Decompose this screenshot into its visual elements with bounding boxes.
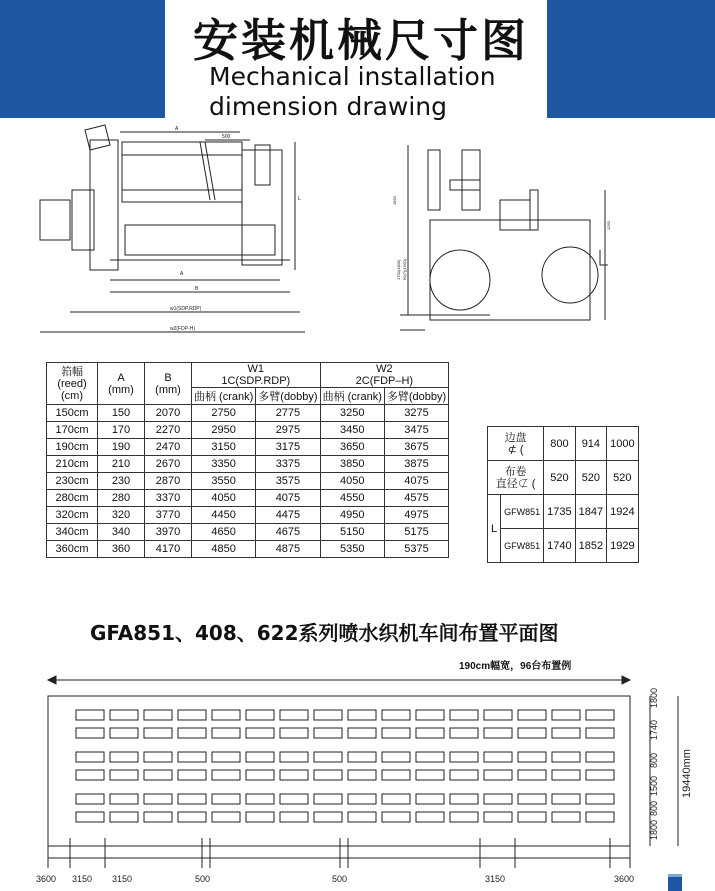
- loom-machine: [314, 728, 342, 738]
- loom-machine: [484, 812, 512, 822]
- title-en-line2: dimension drawing: [209, 92, 448, 121]
- table-row: [47, 490, 449, 507]
- edge-r4-c1: 1740: [544, 529, 575, 563]
- loom-machine: [144, 728, 172, 738]
- table-cell: 2470: [145, 439, 192, 456]
- table-cell: 3150: [192, 439, 256, 456]
- loom-machine: [348, 710, 376, 720]
- bottom-dim-7: 3600: [614, 874, 635, 884]
- loom-machine: [212, 752, 240, 762]
- bottom-dim-5: 500: [332, 874, 348, 884]
- loom-machine: [552, 752, 580, 762]
- loom-machine: [416, 794, 444, 804]
- loom-machine: [484, 770, 512, 780]
- bottom-dim-2: 3150: [72, 874, 93, 884]
- table-cell: 3770: [145, 507, 192, 524]
- loom-machine: [382, 752, 410, 762]
- hdr-w1: [192, 363, 321, 388]
- table-cell: 3450: [320, 422, 384, 439]
- table-cell: 4575: [384, 490, 448, 507]
- table-cell: 360: [98, 541, 145, 558]
- layout-subtitle: 190cm幅宽，96台布置例: [459, 661, 572, 672]
- hdr-a: [98, 363, 145, 405]
- loom-machine: [586, 770, 614, 780]
- loom-machine: [552, 710, 580, 720]
- table-cell: 4050: [320, 473, 384, 490]
- table-cell: 360cm: [47, 541, 98, 558]
- edge-r1-c2: 914: [575, 427, 606, 461]
- table-row: [47, 541, 449, 558]
- table-cell: 4075: [384, 473, 448, 490]
- loom-machine: [518, 812, 546, 822]
- machine-end-view-drawing: [380, 130, 620, 340]
- loom-machine: [314, 794, 342, 804]
- loom-machine: [416, 728, 444, 738]
- table-cell: 280: [98, 490, 145, 507]
- edge-r1-label: 边盘 ⊄ (: [488, 427, 544, 461]
- loom-machine: [518, 794, 546, 804]
- loom-machine: [144, 794, 172, 804]
- table-cell: 230cm: [47, 473, 98, 490]
- loom-machine: [416, 812, 444, 822]
- loom-machine: [280, 752, 308, 762]
- right-dim-6: 1800: [649, 819, 659, 840]
- table-cell: 3575: [256, 473, 320, 490]
- loom-machine: [212, 728, 240, 738]
- hdr-a-unit: (mm): [108, 383, 134, 396]
- hdr-w1-sub: 1C(SDP.RDP): [221, 375, 291, 387]
- loom-machine: [382, 794, 410, 804]
- header-blue-block-right: [547, 0, 715, 118]
- table-cell: 5350: [320, 541, 384, 558]
- table-cell: 280cm: [47, 490, 98, 507]
- table-cell: 3850: [320, 456, 384, 473]
- corner-decoration: [668, 874, 682, 891]
- right-dim-4: 1500: [649, 775, 659, 796]
- machine-side-view-drawing: [30, 120, 320, 342]
- loom-machine: [450, 752, 478, 762]
- loom-machine: [416, 770, 444, 780]
- loom-machine: [110, 752, 138, 762]
- dim-h1: 1850: [392, 196, 397, 205]
- loom-machine: [348, 728, 376, 738]
- edge-r4-c2: 1852: [575, 529, 606, 563]
- loom-machine: [518, 752, 546, 762]
- table-cell: 4550: [320, 490, 384, 507]
- loom-machine: [110, 710, 138, 720]
- table-cell: 3275: [384, 405, 448, 422]
- floor-layout-plan: [30, 668, 700, 888]
- edge-table: [487, 426, 639, 563]
- right-dim-5: 800: [649, 800, 659, 816]
- loom-machine: [552, 770, 580, 780]
- right-dim-3: 800: [649, 752, 659, 768]
- dim-w2: w2(FDP-H): [170, 326, 195, 332]
- hdr-w1-crank: 曲柄 (crank): [192, 388, 256, 405]
- table-cell: 3970: [145, 524, 192, 541]
- loom-machine: [76, 812, 104, 822]
- loom-machine: [416, 710, 444, 720]
- loom-machine: [586, 728, 614, 738]
- table-cell: 3675: [384, 439, 448, 456]
- loom-machine: [348, 770, 376, 780]
- loom-machine: [76, 728, 104, 738]
- table-cell: 4675: [256, 524, 320, 541]
- dim-a-mid: A: [180, 271, 184, 277]
- table-cell: 170: [98, 422, 145, 439]
- table-cell: 4075: [256, 490, 320, 507]
- loom-machine: [246, 728, 274, 738]
- total-dim: 19440mm: [681, 749, 693, 798]
- title-en-line1: Mechanical installation: [209, 62, 496, 91]
- table-row: [47, 507, 449, 524]
- edge-r1-c3: 1000: [607, 427, 638, 461]
- loom-machine: [382, 728, 410, 738]
- table-cell: 3550: [192, 473, 256, 490]
- table-row: [47, 456, 449, 473]
- loom-machine: [450, 812, 478, 822]
- table-cell: 2750: [192, 405, 256, 422]
- loom-machine: [110, 812, 138, 822]
- loom-machine: [246, 752, 274, 762]
- table-cell: 4975: [384, 507, 448, 524]
- loom-machine: [280, 812, 308, 822]
- table-cell: 2975: [256, 422, 320, 439]
- table-cell: 4850: [192, 541, 256, 558]
- table-cell: 190cm: [47, 439, 98, 456]
- table-cell: 150: [98, 405, 145, 422]
- loom-machine: [178, 770, 206, 780]
- spec-table: [46, 362, 449, 558]
- loom-machine: [450, 794, 478, 804]
- loom-machine: [110, 794, 138, 804]
- table-cell: 4650: [192, 524, 256, 541]
- edge-l-label: L: [488, 495, 501, 563]
- table-cell: 4475: [256, 507, 320, 524]
- table-cell: 320cm: [47, 507, 98, 524]
- loom-machine: [110, 770, 138, 780]
- loom-machine: [484, 752, 512, 762]
- loom-machine: [416, 752, 444, 762]
- edge-r3-c1: 1735: [544, 495, 575, 529]
- loom-machine: [484, 728, 512, 738]
- dim-a-top: A: [175, 126, 179, 132]
- table-cell: 210: [98, 456, 145, 473]
- loom-machine: [450, 728, 478, 738]
- loom-machine: [484, 710, 512, 720]
- loom-machine: [212, 812, 240, 822]
- table-row: [47, 422, 449, 439]
- table-cell: 2950: [192, 422, 256, 439]
- loom-machine: [76, 752, 104, 762]
- table-cell: 5150: [320, 524, 384, 541]
- loom-machine: [76, 770, 104, 780]
- edge-r3-c2: 1847: [575, 495, 606, 529]
- table-cell: 190: [98, 439, 145, 456]
- loom-machine: [280, 794, 308, 804]
- table-cell: 3350: [192, 456, 256, 473]
- loom-machine: [212, 770, 240, 780]
- loom-machine: [144, 710, 172, 720]
- loom-machine: [280, 770, 308, 780]
- table-cell: 3875: [384, 456, 448, 473]
- hdr-w1-dobby: 多臂(dobby): [256, 388, 320, 405]
- table-cell: 170cm: [47, 422, 98, 439]
- hdr-w2-crank: 曲柄 (crank): [320, 388, 384, 405]
- table-cell: 340cm: [47, 524, 98, 541]
- hdr-reed: 筘幅 (reed) (cm): [47, 363, 98, 405]
- loom-machine: [178, 710, 206, 720]
- loom-machine: [178, 812, 206, 822]
- table-cell: 2670: [145, 456, 192, 473]
- table-row: [47, 473, 449, 490]
- edge-r4-c3: 1929: [607, 529, 638, 563]
- dim-500: 500: [222, 134, 231, 140]
- table-cell: 3250: [320, 405, 384, 422]
- loom-machine: [110, 728, 138, 738]
- loom-machine: [246, 812, 274, 822]
- bottom-dim-1: 3600: [36, 874, 57, 884]
- loom-machine: [348, 812, 376, 822]
- loom-machine: [246, 794, 274, 804]
- loom-machine: [586, 710, 614, 720]
- loom-machine: [280, 728, 308, 738]
- hdr-w2-sub: 2C(FDP–H): [355, 375, 414, 387]
- bottom-dim-4: 500: [195, 874, 211, 884]
- table-cell: 4450: [192, 507, 256, 524]
- edge-r2-label: 布卷 直径⊄ (: [488, 461, 544, 495]
- loom-machine: [76, 710, 104, 720]
- table-cell: 4950: [320, 507, 384, 524]
- table-cell: 4875: [256, 541, 320, 558]
- loom-machine: [348, 794, 376, 804]
- dim-l: L: [298, 196, 301, 202]
- table-row: [47, 439, 449, 456]
- loom-machine: [314, 710, 342, 720]
- table-cell: 340: [98, 524, 145, 541]
- edge-r2-c1: 520: [544, 461, 575, 495]
- table-cell: 2270: [145, 422, 192, 439]
- loom-machine: [212, 794, 240, 804]
- loom-machine: [212, 710, 240, 720]
- table-cell: 3650: [320, 439, 384, 456]
- table-row: [47, 405, 449, 422]
- loom-machine: [382, 710, 410, 720]
- loom-machine: [586, 812, 614, 822]
- loom-machine: [246, 770, 274, 780]
- loom-machine: [382, 812, 410, 822]
- table-cell: 3375: [256, 456, 320, 473]
- header-blue-block-left: [0, 0, 165, 118]
- loom-machine: [144, 812, 172, 822]
- hdr-b-unit: (mm): [155, 383, 181, 396]
- loom-machine: [552, 728, 580, 738]
- loom-machine: [348, 752, 376, 762]
- layout-section-title: GFA851、408、622系列喷水织机车间布置平面图: [90, 621, 559, 645]
- dim-b: B: [195, 286, 199, 292]
- hdr-b-label: B: [164, 371, 172, 384]
- loom-machine: [314, 812, 342, 822]
- table-cell: 2775: [256, 405, 320, 422]
- table-row: [47, 524, 449, 541]
- dim-h2: 1283: [606, 221, 611, 230]
- table-cell: 3175: [256, 439, 320, 456]
- table-cell: 3475: [384, 422, 448, 439]
- loom-machine: [178, 752, 206, 762]
- dim-w1: w1(SDP.RDP): [170, 306, 202, 312]
- hdr-a-label: A: [117, 371, 125, 384]
- table-cell: 5375: [384, 541, 448, 558]
- table-cell: 4170: [145, 541, 192, 558]
- table-cell: 320: [98, 507, 145, 524]
- loom-machine: [178, 728, 206, 738]
- table-cell: 230: [98, 473, 145, 490]
- table-cell: 4050: [192, 490, 256, 507]
- table-cell: 5175: [384, 524, 448, 541]
- table-cell: 2070: [145, 405, 192, 422]
- loom-machine: [450, 710, 478, 720]
- edge-r4-model: GFW851: [501, 529, 544, 563]
- table-cell: 210cm: [47, 456, 98, 473]
- loom-machine: [450, 770, 478, 780]
- right-dim-1: 1800: [649, 687, 659, 708]
- edge-r3-model: GFW851: [501, 495, 544, 529]
- hdr-b: [145, 363, 192, 405]
- loom-machine: [246, 710, 274, 720]
- edge-r3-c3: 1924: [607, 495, 638, 529]
- bottom-dim-3: 3150: [112, 874, 133, 884]
- loom-machine: [382, 770, 410, 780]
- loom-machine: [178, 794, 206, 804]
- edge-r1-c1: 800: [544, 427, 575, 461]
- page-title-en: [209, 62, 496, 122]
- loom-machine: [484, 794, 512, 804]
- loom-machine: [144, 770, 172, 780]
- loom-machine: [518, 728, 546, 738]
- edge-r2-c3: 520: [607, 461, 638, 495]
- loom-machine: [552, 794, 580, 804]
- loom-machine: [314, 770, 342, 780]
- right-dim-2: 1740: [649, 719, 659, 740]
- hdr-w2: [320, 363, 449, 388]
- edge-r2-c2: 520: [575, 461, 606, 495]
- page-title-cn: 安装机械尺寸图: [193, 14, 530, 67]
- hdr-w2-title: W2: [376, 363, 393, 375]
- spec-table-body: [47, 405, 449, 558]
- loom-machine: [586, 752, 614, 762]
- table-cell: 150cm: [47, 405, 98, 422]
- loom-machine: [76, 794, 104, 804]
- loom-machine: [314, 752, 342, 762]
- bottom-dim-6: 3150: [485, 874, 506, 884]
- hdr-w2-dobby: 多臂(dobby): [384, 388, 448, 405]
- loom-machine: [518, 710, 546, 720]
- loom-machine: [586, 794, 614, 804]
- loom-machine: [144, 752, 172, 762]
- loom-machine: [552, 812, 580, 822]
- loom-machine: [518, 770, 546, 780]
- table-cell: 2870: [145, 473, 192, 490]
- dim-rot1: 1700(1800): [396, 259, 401, 280]
- table-cell: 3370: [145, 490, 192, 507]
- dim-rot2: 50(7)(1500): [402, 259, 407, 280]
- hdr-w1-title: W1: [247, 363, 265, 375]
- loom-machine: [280, 710, 308, 720]
